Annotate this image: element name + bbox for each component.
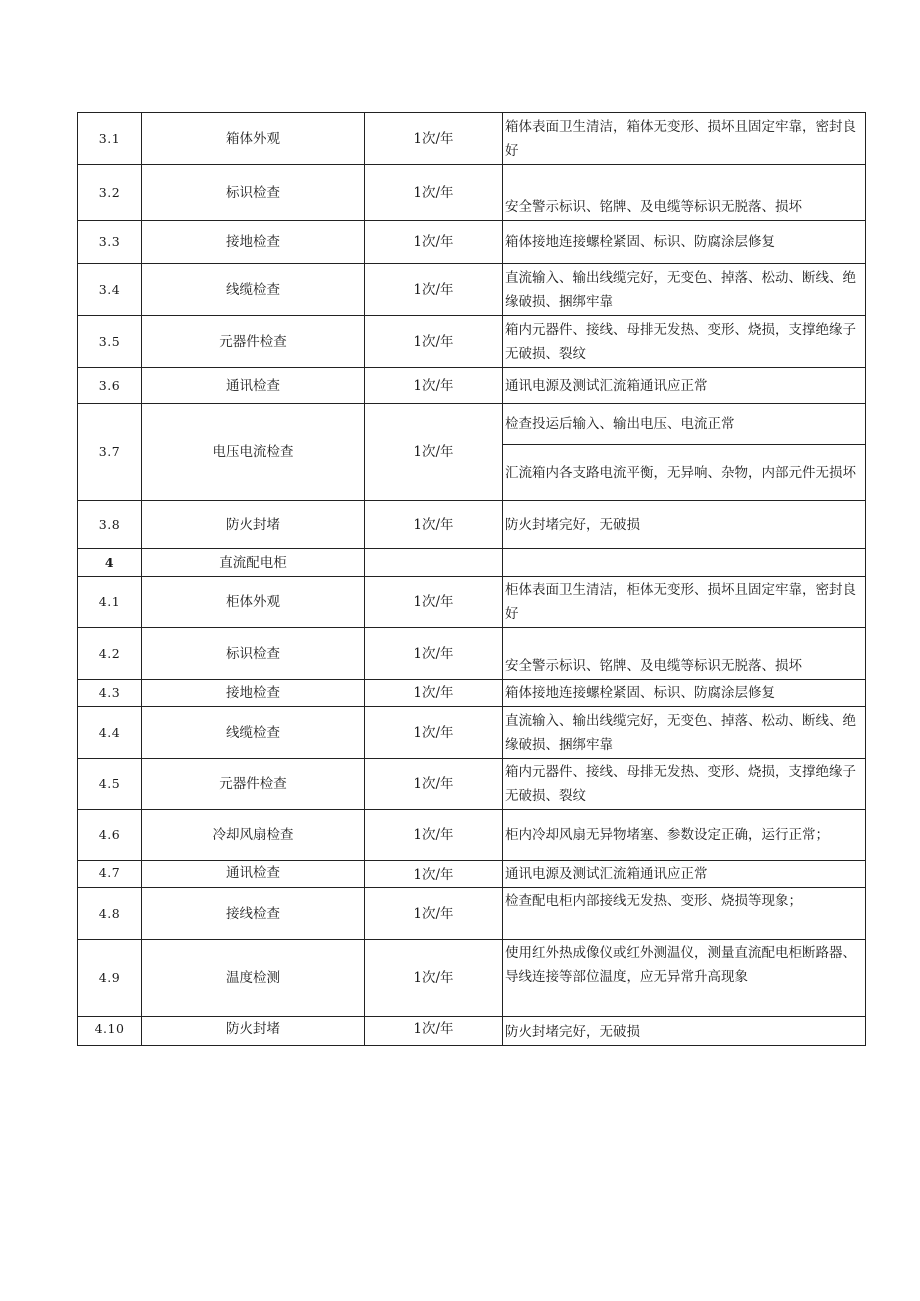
- check-requirement: 汇流箱内各支路电流平衡，无异响、杂物，内部元件无损坏: [503, 445, 866, 501]
- check-item: 通讯检查: [142, 368, 365, 404]
- table-row: [78, 888, 866, 940]
- row-number: 4.3: [78, 680, 142, 707]
- table-row: [78, 264, 866, 316]
- check-item: 防火封堵: [142, 501, 365, 549]
- row-number: 4.9: [78, 940, 142, 1017]
- check-item: 通讯检查: [142, 861, 365, 888]
- check-requirement: 柜体表面卫生清洁，柜体无变形、损坏且固定牢靠，密封良好: [503, 577, 866, 628]
- check-frequency: 1次/年: [365, 810, 503, 861]
- row-number: 4.4: [78, 707, 142, 759]
- check-frequency: 1次/年: [365, 501, 503, 549]
- check-requirement: 箱体接地连接螺栓紧固、标识、防腐涂层修复: [503, 221, 866, 264]
- row-number: 3.5: [78, 316, 142, 368]
- table-row: [78, 165, 866, 221]
- check-requirement: 箱内元器件、接线、母排无发热、变形、烧损，支撑绝缘子无破损、裂纹: [503, 759, 866, 810]
- check-requirement: 检查投运后输入、输出电压、电流正常: [503, 404, 866, 445]
- row-number: 4.5: [78, 759, 142, 810]
- check-item: 线缆检查: [142, 707, 365, 759]
- check-item: 温度检测: [142, 940, 365, 1017]
- section-row: [78, 549, 866, 577]
- row-number: 3.4: [78, 264, 142, 316]
- check-item: 柜体外观: [142, 577, 365, 628]
- check-item: 元器件检查: [142, 759, 365, 810]
- row-number: 3.7: [78, 404, 142, 501]
- row-number: 3.6: [78, 368, 142, 404]
- check-requirement: 防火封堵完好，无破损: [503, 501, 866, 549]
- table-row: [78, 861, 866, 888]
- row-number: 4.2: [78, 628, 142, 680]
- table-row: [78, 1017, 866, 1046]
- check-frequency: 1次/年: [365, 680, 503, 707]
- check-frequency: 1次/年: [365, 221, 503, 264]
- check-requirement: 直流输入、输出线缆完好，无变色、掉落、松动、断线、绝缘破损、捆绑牢靠: [503, 707, 866, 759]
- table-row: [78, 501, 866, 549]
- check-item: 标识检查: [142, 628, 365, 680]
- row-number: 3.8: [78, 501, 142, 549]
- check-frequency: 1次/年: [365, 368, 503, 404]
- check-frequency: 1次/年: [365, 861, 503, 888]
- check-requirement: [503, 549, 866, 577]
- table-row: [78, 221, 866, 264]
- check-frequency: 1次/年: [365, 707, 503, 759]
- row-number: 4.6: [78, 810, 142, 861]
- check-frequency: 1次/年: [365, 940, 503, 1017]
- check-requirement: 安全警示标识、铭牌、及电缆等标识无脱落、损坏: [503, 628, 866, 680]
- check-frequency: 1次/年: [365, 316, 503, 368]
- check-requirement: 防火封堵完好，无破损: [503, 1017, 866, 1046]
- row-number: 4.1: [78, 577, 142, 628]
- check-item: 箱体外观: [142, 113, 365, 165]
- check-requirement: 通讯电源及测试汇流箱通讯应正常: [503, 368, 866, 404]
- table-row: [78, 759, 866, 810]
- table-row: [78, 404, 866, 445]
- check-frequency: 1次/年: [365, 264, 503, 316]
- check-frequency: 1次/年: [365, 888, 503, 940]
- check-item: 电压电流检查: [142, 404, 365, 501]
- table-row: [78, 940, 866, 1017]
- table-row: [78, 810, 866, 861]
- maintenance-table: [77, 112, 866, 1046]
- row-number: 3.3: [78, 221, 142, 264]
- row-number: 3.2: [78, 165, 142, 221]
- section-number: 4: [78, 549, 142, 577]
- table-row: [78, 113, 866, 165]
- check-item: 冷却风扇检查: [142, 810, 365, 861]
- check-frequency: 1次/年: [365, 1017, 503, 1046]
- check-frequency: 1次/年: [365, 404, 503, 501]
- check-requirement: 使用红外热成像仪或红外测温仪，测量直流配电柜断路器、导线连接等部位温度，应无异常升高现象: [503, 940, 866, 1017]
- check-requirement: 箱体接地连接螺栓紧固、标识、防腐涂层修复: [503, 680, 866, 707]
- check-requirement: 直流输入、输出线缆完好，无变色、掉落、松动、断线、绝缘破损、捆绑牢靠: [503, 264, 866, 316]
- check-item: 标识检查: [142, 165, 365, 221]
- check-item: 元器件检查: [142, 316, 365, 368]
- check-item: 线缆检查: [142, 264, 365, 316]
- check-frequency: 1次/年: [365, 165, 503, 221]
- row-number: 4.10: [78, 1017, 142, 1046]
- row-number: 3.1: [78, 113, 142, 165]
- table-row: [78, 628, 866, 680]
- check-frequency: 1次/年: [365, 759, 503, 810]
- check-item: 接地检查: [142, 680, 365, 707]
- section-title: 直流配电柜: [142, 549, 365, 577]
- check-requirement: 箱体表面卫生清洁，箱体无变形、损坏且固定牢靠，密封良好: [503, 113, 866, 165]
- check-frequency: [365, 549, 503, 577]
- table-row: [78, 368, 866, 404]
- check-item: 防火封堵: [142, 1017, 365, 1046]
- row-number: 4.7: [78, 861, 142, 888]
- check-item: 接线检查: [142, 888, 365, 940]
- check-item: 接地检查: [142, 221, 365, 264]
- row-number: 4.8: [78, 888, 142, 940]
- table-row: [78, 707, 866, 759]
- check-frequency: 1次/年: [365, 577, 503, 628]
- check-frequency: 1次/年: [365, 113, 503, 165]
- table-row: [78, 316, 866, 368]
- check-requirement: 箱内元器件、接线、母排无发热、变形、烧损，支撑绝缘子无破损、裂纹: [503, 316, 866, 368]
- table-row: [78, 680, 866, 707]
- table-row: [78, 577, 866, 628]
- check-requirement: 检查配电柜内部接线无发热、变形、烧损等现象；: [503, 888, 866, 940]
- check-requirement: 通讯电源及测试汇流箱通讯应正常: [503, 861, 866, 888]
- check-frequency: 1次/年: [365, 628, 503, 680]
- check-requirement: 安全警示标识、铭牌、及电缆等标识无脱落、损坏: [503, 165, 866, 221]
- check-requirement: 柜内冷却风扇无异物堵塞、参数设定正确，运行正常；: [503, 810, 866, 861]
